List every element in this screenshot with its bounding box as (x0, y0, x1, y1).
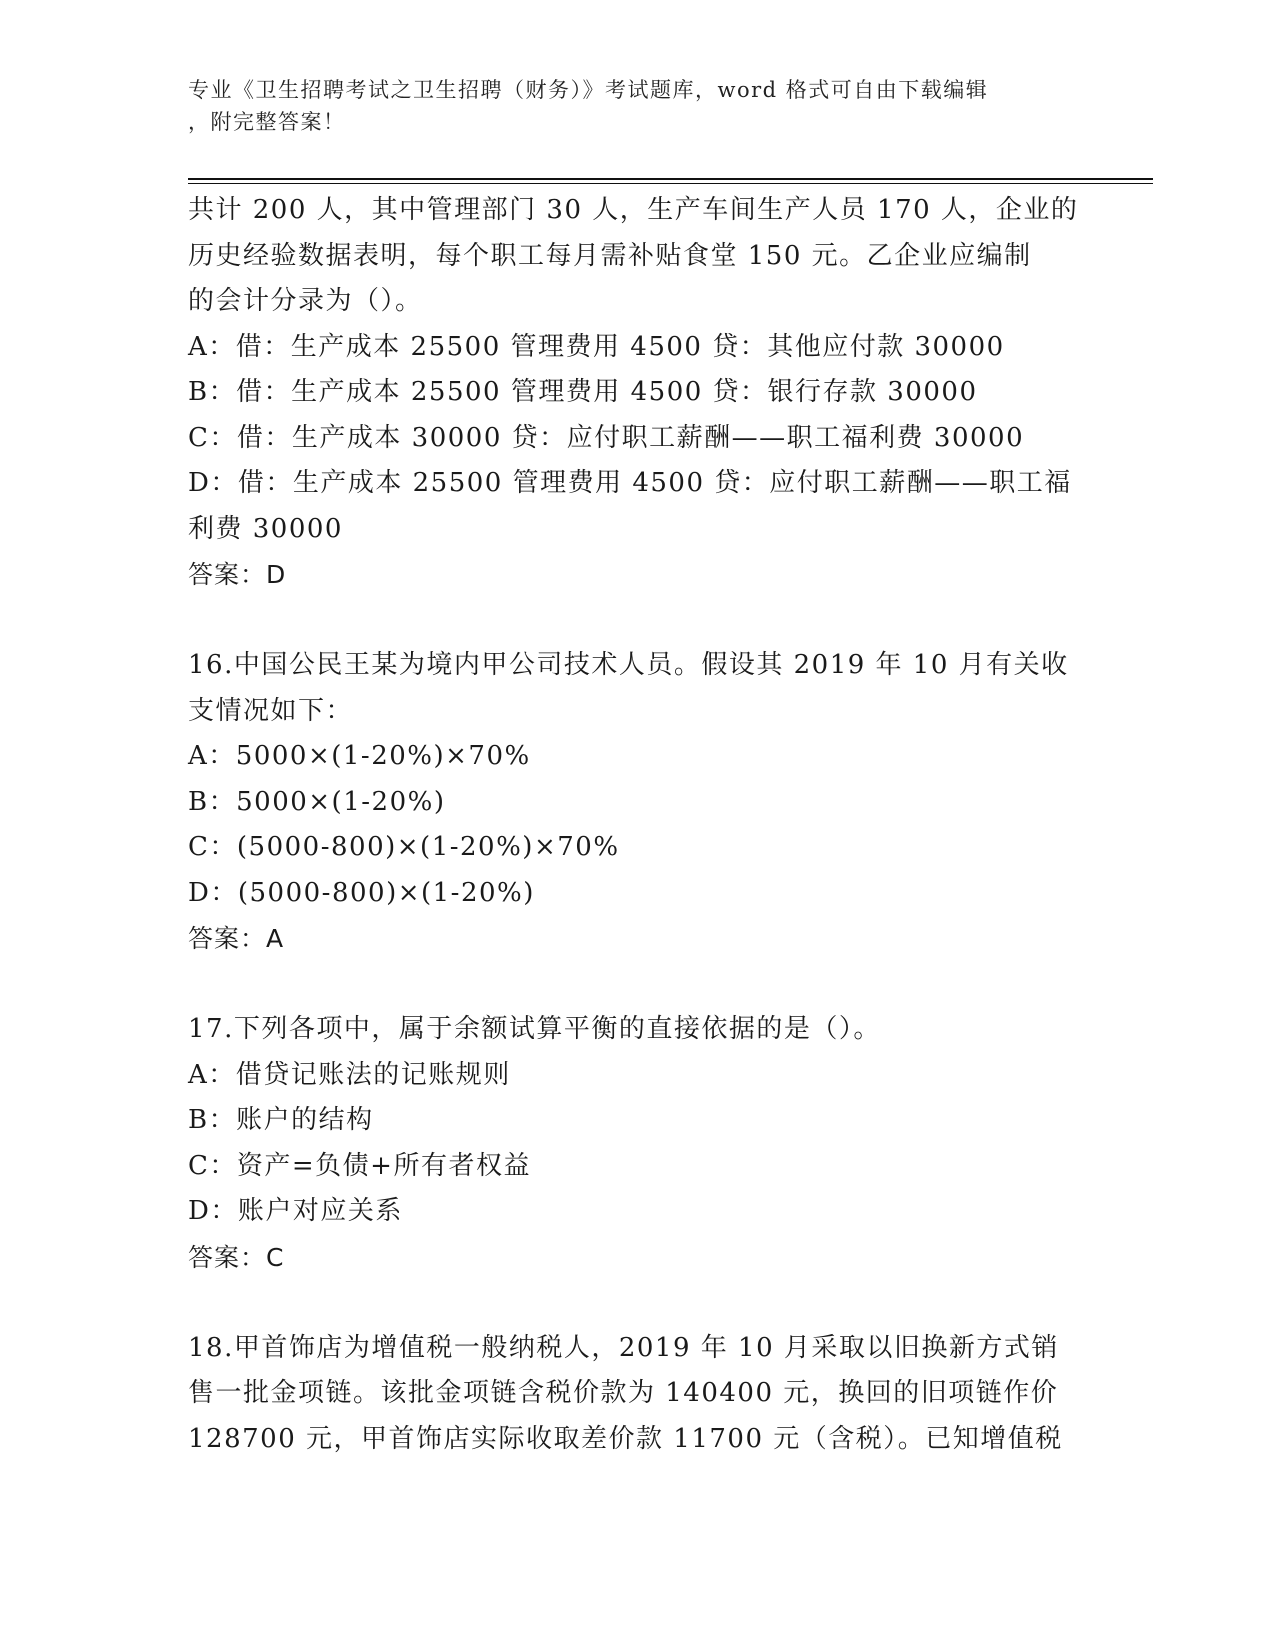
option-b: B：借：生产成本 25500 管理费用 4500 贷：银行存款 30000 (188, 377, 978, 407)
question-stem-line: 16.中国公民王某为境内甲公司技术人员。假设其 2019 年 10 月有关收 (188, 650, 1069, 680)
document-header (188, 74, 1068, 138)
answer-line: 答案：A (188, 924, 285, 953)
header-rule-thin (188, 183, 1153, 184)
option-d-continued: 利费 30000 (188, 513, 343, 544)
header-line-2: ，附完整答案！ (188, 110, 346, 134)
question-17 (188, 1007, 1068, 1280)
option-a: A：5000×(1-20%)×70% (188, 741, 531, 771)
question-18 (188, 1326, 1068, 1463)
option-b: B：5000×(1-20%) (188, 786, 446, 817)
option-d: D：(5000-800)×(1-20%) (188, 877, 535, 908)
question-stem-line: 共计 200 人，其中管理部门 30 人，生产车间生产人员 170 人，企业的 (188, 195, 1079, 225)
answer-line: 答案：C (188, 1242, 285, 1272)
option-c: C：资产=负债+所有者权益 (188, 1150, 531, 1181)
question-stem-line: 的会计分录为（）。 (188, 286, 423, 316)
spacer (188, 1280, 1068, 1326)
question-stem-line: 历史经验数据表明，每个职工每月需补贴食堂 150 元。乙企业应编制 (188, 240, 1032, 271)
question-stem-line: 支情况如下： (188, 695, 354, 726)
option-d: D：账户对应关系 (188, 1196, 403, 1226)
question-16 (188, 643, 1068, 962)
option-b: B：账户的结构 (188, 1105, 374, 1135)
answer-line: 答案：D (188, 560, 287, 589)
question-stem-line: 128700 元，甲首饰店实际收取差价款 11700 元（含税）。已知增值税 (188, 1423, 1063, 1454)
document-body (188, 188, 1079, 1462)
question-stem-line: 17.下列各项中，属于余额试算平衡的直接依据的是（）。 (188, 1014, 881, 1044)
question-stem-line: 18.甲首饰店为增值税一般纳税人，2019 年 10 月采取以旧换新方式销 (188, 1332, 1059, 1363)
option-a: A：借贷记账法的记账规则 (188, 1059, 511, 1090)
option-a: A：借：生产成本 25500 管理费用 4500 贷：其他应付款 30000 (188, 331, 1005, 362)
option-c: C：借：生产成本 30000 贷：应付职工薪酬——职工福利费 30000 (188, 422, 1025, 453)
header-rule-thick (188, 178, 1153, 180)
header-line-1: 专业《卫生招聘考试之卫生招聘（财务）》考试题库，word 格式可自由下载编辑 (188, 78, 989, 102)
spacer (188, 598, 1068, 644)
option-d: D：借：生产成本 25500 管理费用 4500 贷：应付职工薪酬——职工福 (188, 468, 1072, 498)
spacer (188, 962, 1068, 1008)
question-stem-line: 售一批金项链。该批金项链含税价款为 140400 元，换回的旧项链作价 (188, 1378, 1059, 1408)
question-15 (188, 188, 1079, 598)
option-c: C：(5000-800)×(1-20%)×70% (188, 832, 620, 862)
